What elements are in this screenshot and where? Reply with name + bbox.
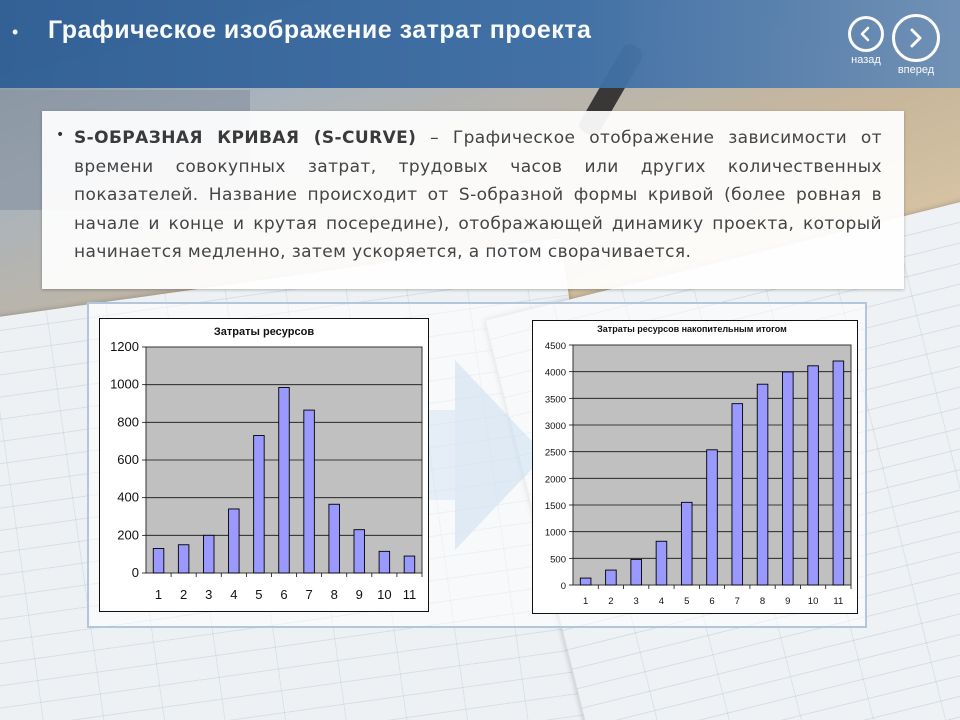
bar — [379, 551, 390, 573]
bar — [808, 366, 819, 585]
bar — [732, 404, 743, 585]
bar — [656, 541, 667, 585]
chart-title: Затраты ресурсов накопительным итогом — [597, 324, 787, 334]
header-bar — [0, 0, 960, 88]
bar — [707, 450, 718, 585]
bar — [203, 535, 214, 573]
bar — [304, 410, 315, 573]
y-tick-label: 400 — [117, 489, 139, 505]
bar — [329, 504, 340, 573]
chart-title: Затраты ресурсов — [213, 326, 315, 338]
y-tick-label: 200 — [117, 527, 139, 543]
y-tick-label: 800 — [117, 414, 139, 430]
x-tick-label: 3 — [205, 587, 213, 602]
x-tick-label: 8 — [759, 596, 766, 607]
bar — [833, 361, 844, 585]
x-tick-label: 10 — [377, 587, 392, 602]
definition-box — [42, 111, 904, 289]
back-label: назад — [851, 54, 881, 66]
y-tick-label: 600 — [117, 452, 139, 467]
x-tick-label: 5 — [255, 587, 263, 602]
bar — [354, 530, 365, 573]
bar — [757, 384, 768, 585]
bar — [580, 578, 591, 585]
chart-svg — [100, 319, 428, 611]
bar — [279, 387, 290, 573]
charts-panel — [87, 302, 867, 628]
x-tick-label: 6 — [280, 587, 288, 602]
y-tick-label: 3500 — [544, 394, 566, 406]
definition-term: S-ОБРАЗНАЯ КРИВАЯ (S-CURVE) — [74, 128, 417, 148]
x-tick-label: 2 — [608, 596, 614, 607]
x-tick-label: 7 — [734, 596, 740, 607]
bar — [681, 502, 692, 585]
x-tick-label: 10 — [807, 596, 819, 607]
x-tick-label: 3 — [633, 596, 639, 607]
bar — [631, 559, 642, 585]
bar — [178, 545, 189, 573]
x-tick-label: 6 — [709, 596, 715, 607]
bar — [783, 372, 794, 585]
title-bullet: • — [12, 22, 19, 42]
x-tick-label: 11 — [402, 587, 417, 602]
x-tick-label: 5 — [684, 596, 690, 607]
y-tick-label: 1500 — [544, 501, 566, 512]
bar — [606, 570, 617, 585]
bar — [404, 556, 415, 573]
y-tick-label: 4500 — [544, 341, 566, 352]
x-tick-label: 1 — [582, 596, 589, 607]
chart-svg — [533, 321, 857, 613]
x-tick-label: 4 — [658, 596, 665, 607]
back-button[interactable] — [842, 16, 890, 66]
y-tick-label: 1200 — [110, 339, 139, 354]
definition-body: – Графическое отображение зависимости от времени совокупных затрат, трудовых часов или других количественных показателей. Название происходит от S-образной формы кривой (более ровная в начале и конце и крутая посередине), отображающей динамику проекта, который начинается медленно, затем ускоряется, а потом сворачивается. — [74, 128, 882, 262]
x-tick-label: 7 — [305, 587, 313, 602]
resource-cost-chart — [99, 318, 429, 612]
chevron-left-icon — [848, 16, 884, 52]
x-tick-label: 2 — [180, 587, 188, 602]
y-tick-label: 1000 — [544, 527, 566, 539]
page-title: Графическое изображение затрат проекта — [48, 16, 592, 44]
x-tick-label: 11 — [833, 596, 844, 607]
y-tick-label: 2000 — [544, 474, 566, 486]
x-tick-label: 1 — [154, 587, 163, 602]
y-tick-label: 0 — [131, 565, 139, 580]
x-tick-label: 4 — [230, 587, 238, 602]
x-tick-label: 8 — [330, 587, 338, 602]
bar — [254, 436, 265, 573]
x-tick-label: 9 — [785, 596, 791, 607]
y-tick-label: 500 — [550, 554, 566, 566]
forward-label: вперед — [897, 64, 935, 76]
chevron-right-icon — [892, 14, 940, 62]
y-tick-label: 1000 — [110, 376, 139, 392]
forward-button[interactable] — [892, 14, 940, 76]
definition-text — [74, 124, 882, 267]
y-tick-label: 3000 — [544, 421, 566, 432]
y-tick-label: 2500 — [544, 447, 566, 459]
bar — [229, 509, 240, 573]
definition-bullet: • — [56, 127, 65, 143]
cumulative-cost-chart — [532, 320, 858, 614]
x-tick-label: 9 — [355, 587, 363, 602]
bar — [153, 549, 164, 573]
y-tick-label: 4000 — [544, 367, 566, 379]
y-tick-label: 0 — [560, 581, 566, 592]
